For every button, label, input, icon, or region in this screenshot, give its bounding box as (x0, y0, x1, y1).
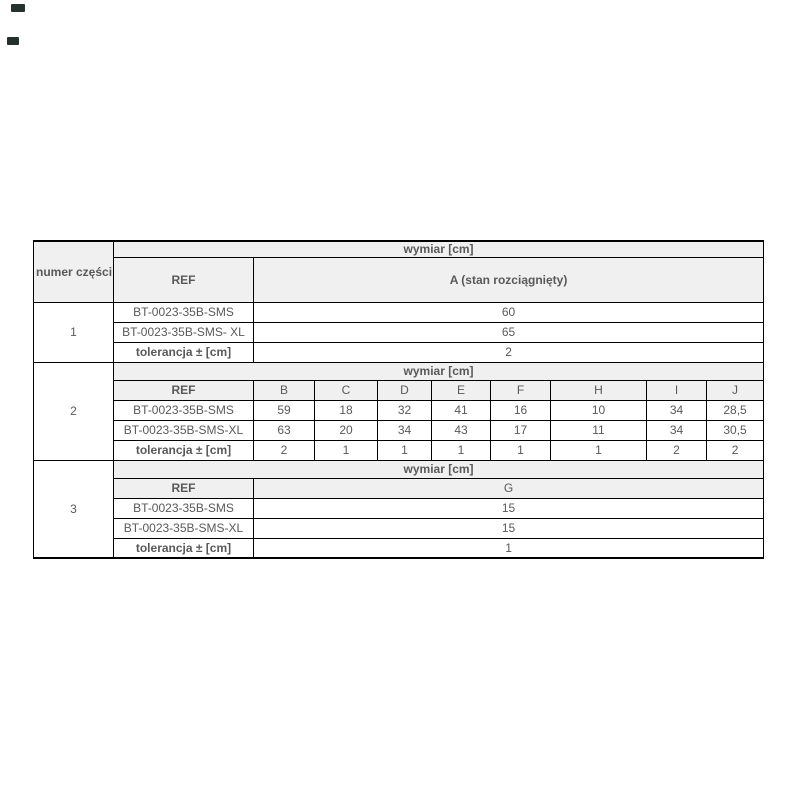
value-cell: 60 (254, 302, 764, 322)
column-header-B: B (254, 380, 315, 400)
value-cell: 28,5 (707, 400, 764, 420)
measurement-sheet (33, 240, 764, 559)
tolerance-value-cell: 1 (432, 440, 491, 460)
tolerance-label: tolerancja ± [cm] (114, 538, 254, 558)
tolerance-value-cell: 2 (647, 440, 707, 460)
ref-header: REF (114, 257, 254, 302)
part-number-cell: 2 (34, 362, 114, 460)
value-cell: 15 (254, 518, 764, 538)
value-cell: 16 (491, 400, 551, 420)
value-cell: 34 (378, 420, 432, 440)
tolerance-label: tolerancja ± [cm] (114, 440, 254, 460)
value-cell: 59 (254, 400, 315, 420)
value-cell: 43 (432, 420, 491, 440)
column-header-I: I (647, 380, 707, 400)
dark-artifact-mark (7, 37, 19, 45)
ref-cell: BT-0023-35B-SMS-XL (114, 420, 254, 440)
column-header-C: C (315, 380, 378, 400)
column-header-G: G (254, 478, 764, 498)
tolerance-value-cell: 2 (254, 342, 764, 362)
tolerance-value-cell: 1 (551, 440, 647, 460)
dark-artifact-mark (11, 4, 25, 12)
value-cell: 32 (378, 400, 432, 420)
ref-header: REF (114, 478, 254, 498)
tolerance-label: tolerancja ± [cm] (114, 342, 254, 362)
value-cell: 17 (491, 420, 551, 440)
value-cell: 18 (315, 400, 378, 420)
tolerance-value-cell: 2 (254, 440, 315, 460)
ref-cell: BT-0023-35B-SMS- XL (114, 322, 254, 342)
value-cell: 34 (647, 400, 707, 420)
tolerance-value-cell: 1 (491, 440, 551, 460)
column-header-E: E (432, 380, 491, 400)
column-header-F: F (491, 380, 551, 400)
dimension-header: wymiar [cm] (114, 460, 764, 478)
ref-cell: BT-0023-35B-SMS (114, 400, 254, 420)
column-header-D: D (378, 380, 432, 400)
value-cell: 63 (254, 420, 315, 440)
value-cell: 20 (315, 420, 378, 440)
value-cell: 41 (432, 400, 491, 420)
tolerance-value-cell: 2 (707, 440, 764, 460)
value-cell: 30,5 (707, 420, 764, 440)
tolerance-value-cell: 1 (254, 538, 764, 558)
dimension-header: wymiar [cm] (114, 362, 764, 380)
column-header-H: H (551, 380, 647, 400)
part-number-cell: 3 (34, 460, 114, 558)
value-cell: 10 (551, 400, 647, 420)
ref-cell: BT-0023-35B-SMS (114, 302, 254, 322)
ref-cell: BT-0023-35B-SMS (114, 498, 254, 518)
corner-header-cell: numer części (34, 241, 114, 302)
dimension-header: wymiar [cm] (114, 241, 764, 257)
column-header-A: A (stan rozciągnięty) (254, 257, 764, 302)
tolerance-value-cell: 1 (378, 440, 432, 460)
value-cell: 34 (647, 420, 707, 440)
value-cell: 15 (254, 498, 764, 518)
value-cell: 65 (254, 322, 764, 342)
ref-header: REF (114, 380, 254, 400)
ref-cell: BT-0023-35B-SMS-XL (114, 518, 254, 538)
measurements-table (33, 240, 764, 559)
tolerance-value-cell: 1 (315, 440, 378, 460)
value-cell: 11 (551, 420, 647, 440)
part-number-cell: 1 (34, 302, 114, 362)
column-header-J: J (707, 380, 764, 400)
